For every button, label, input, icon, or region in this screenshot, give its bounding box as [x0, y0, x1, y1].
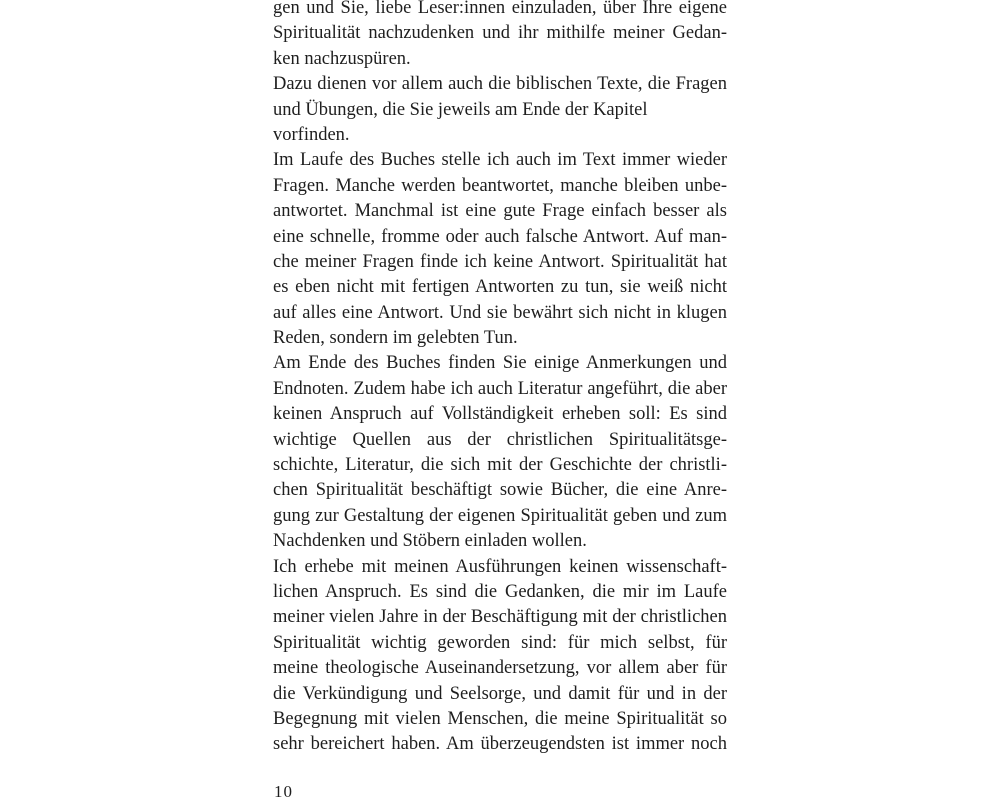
text-line: Spiritualität wichtig geworden sind: für mich selbst, für [273, 632, 727, 653]
paragraph [273, 148, 727, 351]
text-line: meiner vielen Jahre in der Beschäftigung mit der christlichen [273, 607, 727, 628]
text-line: Dazu dienen vor allem auch die biblischen Texte, die Fragen [273, 74, 727, 95]
paragraph [273, 0, 727, 72]
text-line: auf alles eine Antwort. Und sie bewährt sich nicht in klugen [273, 302, 727, 323]
text-line: ken nachzuspüren. [273, 48, 411, 69]
text-line: und Übungen, die Sie jeweils am Ende der Kapitel vorfinden. [273, 99, 648, 145]
text-line: Spiritualität nachzudenken und ihr mithilfe meiner Gedan- [273, 23, 727, 44]
text-line: keinen Anspruch auf Vollständigkeit erheben soll: Es sind [273, 404, 727, 425]
paragraph [273, 555, 727, 758]
text-line: Nachdenken und Stöbern einladen wollen. [273, 531, 587, 552]
text-line: wichtige Quellen aus der christlichen Spiritualitätsge- [273, 429, 727, 450]
text-line: es eben nicht mit fertigen Antworten zu tun, sie weiß nicht [273, 277, 727, 298]
text-line: che meiner Fragen finde ich keine Antwort. Spiritualität hat [273, 251, 727, 272]
text-line: Am Ende des Buches finden Sie einige Anmerkungen und [273, 353, 727, 374]
text-line: Endnoten. Zudem habe ich auch Literatur angeführt, die aber [273, 378, 727, 399]
text-line: gung zur Gestaltung der eigenen Spiritualität geben und zum [273, 505, 727, 526]
text-line: eine schnelle, fromme oder auch falsche Antwort. Auf man- [273, 226, 727, 247]
text-line: antwortet. Manchmal ist eine gute Frage einfach besser als [273, 201, 727, 222]
text-line: sehr bereichert haben. Am überzeugendsten ist immer noch [273, 734, 727, 755]
text-line: chen Spiritualität beschäftigt sowie Bücher, die eine Anre- [273, 480, 727, 501]
text-line: Reden, sondern im gelebten Tun. [273, 328, 518, 349]
text-line: lichen Anspruch. Es sind die Gedanken, die mir im Laufe [273, 581, 727, 602]
paragraph [273, 72, 727, 145]
text-line: die Verkündigung und Seelsorge, und damit für und in der [273, 683, 727, 704]
text-line: Begegnung mit vielen Menschen, die meine Spiritualität so [273, 708, 727, 729]
body-text [273, 0, 727, 758]
text-line: meine theologische Auseinandersetzung, vor allem aber für [273, 658, 727, 679]
text-line: Im Laufe des Buches stelle ich auch im Text immer wieder [273, 150, 727, 171]
paragraph [273, 351, 727, 554]
text-line: schichte, Literatur, die sich mit der Geschichte der christli- [273, 455, 727, 476]
page-number: 10 [274, 782, 293, 801]
text-line: Ich erhebe mit meinen Ausführungen keinen wissenschaft- [273, 556, 727, 577]
text-line: gen und Sie, liebe Leser:innen einzuladen, über Ihre eigene [273, 0, 727, 18]
text-line: Fragen. Manche werden beantwortet, manche bleiben unbe- [273, 175, 727, 196]
